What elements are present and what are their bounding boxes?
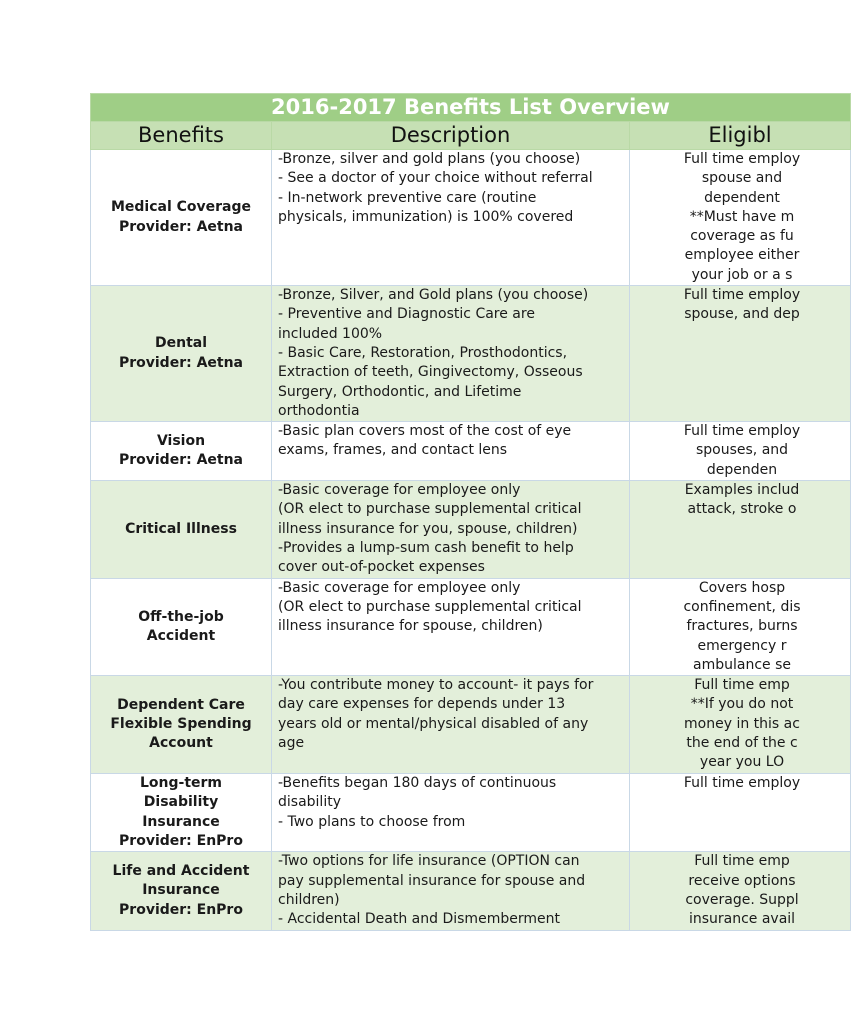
description-line: -Bronze, Silver, and Gold plans (you choose) (278, 287, 589, 304)
header-eligibility: Eligibl (630, 122, 851, 150)
description-line: - Two plans to choose from (278, 813, 466, 830)
description-line: (OR elect to purchase supplemental critical (278, 501, 582, 518)
description-line: cover out-of-pocket expenses (278, 559, 485, 576)
eligibility-line: spouse, and dep (684, 306, 800, 323)
description-line: -Basic coverage for employee only (278, 579, 521, 596)
eligibility-line: fractures, burns (686, 618, 798, 635)
description-cell (272, 150, 630, 286)
eligibility-line: **Must have m (689, 208, 795, 225)
description-line: -Benefits began 180 days of continuous (278, 775, 557, 792)
benefit-cell (91, 286, 272, 422)
eligibility-line: money in this ac (684, 715, 800, 732)
eligibility-line: employee either (684, 247, 800, 264)
eligibility-line: spouse and (701, 170, 783, 187)
eligibility-line: **If you do not (690, 696, 794, 713)
description-line: physicals, immunization) is 100% covered (278, 208, 574, 225)
benefits-spreadsheet (90, 93, 850, 931)
benefit-cell (91, 481, 272, 578)
eligibility-line: dependen (706, 461, 778, 478)
description-line: disability (278, 794, 341, 811)
eligibility-line: Examples includ (684, 482, 800, 499)
eligibility-line: coverage. Suppl (685, 891, 799, 908)
header-description: Description (272, 122, 630, 150)
table-row (91, 852, 851, 930)
description-line: Surgery, Orthodontic, and Lifetime (278, 383, 522, 400)
benefit-line: Long-term (139, 775, 223, 792)
eligibility-line: the end of the c (686, 735, 798, 752)
description-line: -Bronze, silver and gold plans (you choose) (278, 151, 581, 167)
description-line: orthodontia (278, 402, 360, 419)
description-cell (272, 481, 630, 578)
eligibility-line: Full time employ (683, 151, 801, 167)
description-line: -You contribute money to account- it pays for (278, 677, 594, 694)
description-line: exams, frames, and contact lens (278, 442, 508, 459)
eligibility-cell (630, 481, 851, 578)
benefit-line: Dependent Care (117, 696, 245, 713)
eligibility-line: Full time emp (694, 677, 790, 694)
benefit-line: Critical Illness (125, 520, 237, 537)
table-row (91, 578, 851, 675)
description-cell (272, 578, 630, 675)
description-line: pay supplemental insurance for spouse and (278, 872, 586, 889)
eligibility-cell (630, 422, 851, 481)
description-cell (272, 676, 630, 774)
benefit-line: Life and Accident (112, 862, 250, 879)
eligibility-cell (630, 286, 851, 422)
description-line: -Provides a lump-sum cash benefit to help (278, 540, 574, 557)
benefit-line: Disability (143, 794, 219, 811)
eligibility-cell (630, 774, 851, 852)
sheet-title: 2016-2017 Benefits List Overview (91, 94, 851, 122)
description-line: years old or mental/physical disabled of any (278, 715, 589, 732)
description-line: -Basic coverage for employee only (278, 482, 521, 499)
eligibility-line: attack, stroke o (687, 501, 797, 518)
eligibility-line: receive options (688, 872, 796, 889)
description-line: (OR elect to purchase supplemental critical (278, 598, 582, 615)
benefit-line: Medical Coverage (110, 199, 252, 216)
header-benefits: Benefits (91, 122, 272, 150)
description-line: - See a doctor of your choice without referral (278, 170, 593, 187)
eligibility-line: ambulance se (693, 656, 791, 673)
benefit-line: Flexible Spending (110, 715, 252, 732)
description-cell (272, 852, 630, 930)
eligibility-line: your job or a s (691, 266, 793, 283)
description-line: - In-network preventive care (routine (278, 189, 537, 206)
eligibility-line: confinement, dis (683, 598, 801, 615)
table-row (91, 676, 851, 774)
eligibility-line: Full time employ (683, 775, 801, 792)
eligibility-cell (630, 676, 851, 774)
benefit-line: Account (149, 735, 213, 752)
benefit-cell (91, 422, 272, 481)
benefit-line: Insurance (142, 813, 220, 830)
benefit-line: Dental (154, 335, 208, 352)
eligibility-line: Full time employ (683, 287, 801, 304)
benefit-line: Provider: EnPro (119, 901, 243, 918)
eligibility-line: dependent (704, 189, 780, 206)
eligibility-cell (630, 150, 851, 286)
description-line: illness insurance for you, spouse, children) (278, 520, 578, 537)
description-line: children) (278, 891, 340, 908)
eligibility-cell (630, 578, 851, 675)
table-row (91, 422, 851, 481)
description-line: - Preventive and Diagnostic Care are (278, 306, 535, 323)
eligibility-line: insurance avail (688, 911, 796, 928)
description-line: included 100% (278, 325, 383, 342)
eligibility-line: emergency r (697, 637, 787, 654)
description-cell (272, 774, 630, 852)
benefit-line: Provider: Aetna (118, 452, 244, 469)
benefit-line: Provider: EnPro (119, 833, 243, 850)
eligibility-line: Covers hosp (698, 579, 786, 596)
benefit-cell (91, 150, 272, 286)
description-line: - Basic Care, Restoration, Prosthodontics, (278, 344, 568, 361)
benefit-line: Insurance (142, 882, 220, 899)
description-cell (272, 286, 630, 422)
description-line: day care expenses for depends under 13 (278, 696, 566, 713)
eligibility-line: Full time employ (683, 423, 801, 440)
eligibility-cell (630, 852, 851, 930)
eligibility-line: year you LO (699, 754, 785, 771)
table-row (91, 481, 851, 578)
benefit-line: Off-the-job (138, 608, 224, 625)
benefit-cell (91, 676, 272, 774)
table-row (91, 286, 851, 422)
description-line: illness insurance for spouse, children) (278, 618, 543, 635)
description-line: age (278, 735, 305, 752)
eligibility-line: coverage as fu (690, 228, 794, 245)
benefit-cell (91, 578, 272, 675)
description-line: -Basic plan covers most of the cost of eye (278, 423, 572, 440)
benefit-cell (91, 852, 272, 930)
description-line: - Accidental Death and Dismemberment (278, 911, 560, 928)
eligibility-line: spouses, and (695, 442, 789, 459)
description-line: Extraction of teeth, Gingivectomy, Osseous (278, 364, 583, 381)
description-cell (272, 422, 630, 481)
description-line: -Two options for life insurance (OPTION can (278, 853, 580, 870)
benefit-line: Accident (146, 627, 216, 644)
eligibility-line: Full time emp (694, 853, 790, 870)
table-row (91, 774, 851, 852)
benefit-cell (91, 774, 272, 852)
table-row (91, 150, 851, 286)
benefit-line: Provider: Aetna (118, 354, 244, 371)
benefit-line: Vision (156, 432, 206, 449)
benefits-table (90, 93, 851, 931)
benefit-line: Provider: Aetna (118, 218, 244, 235)
